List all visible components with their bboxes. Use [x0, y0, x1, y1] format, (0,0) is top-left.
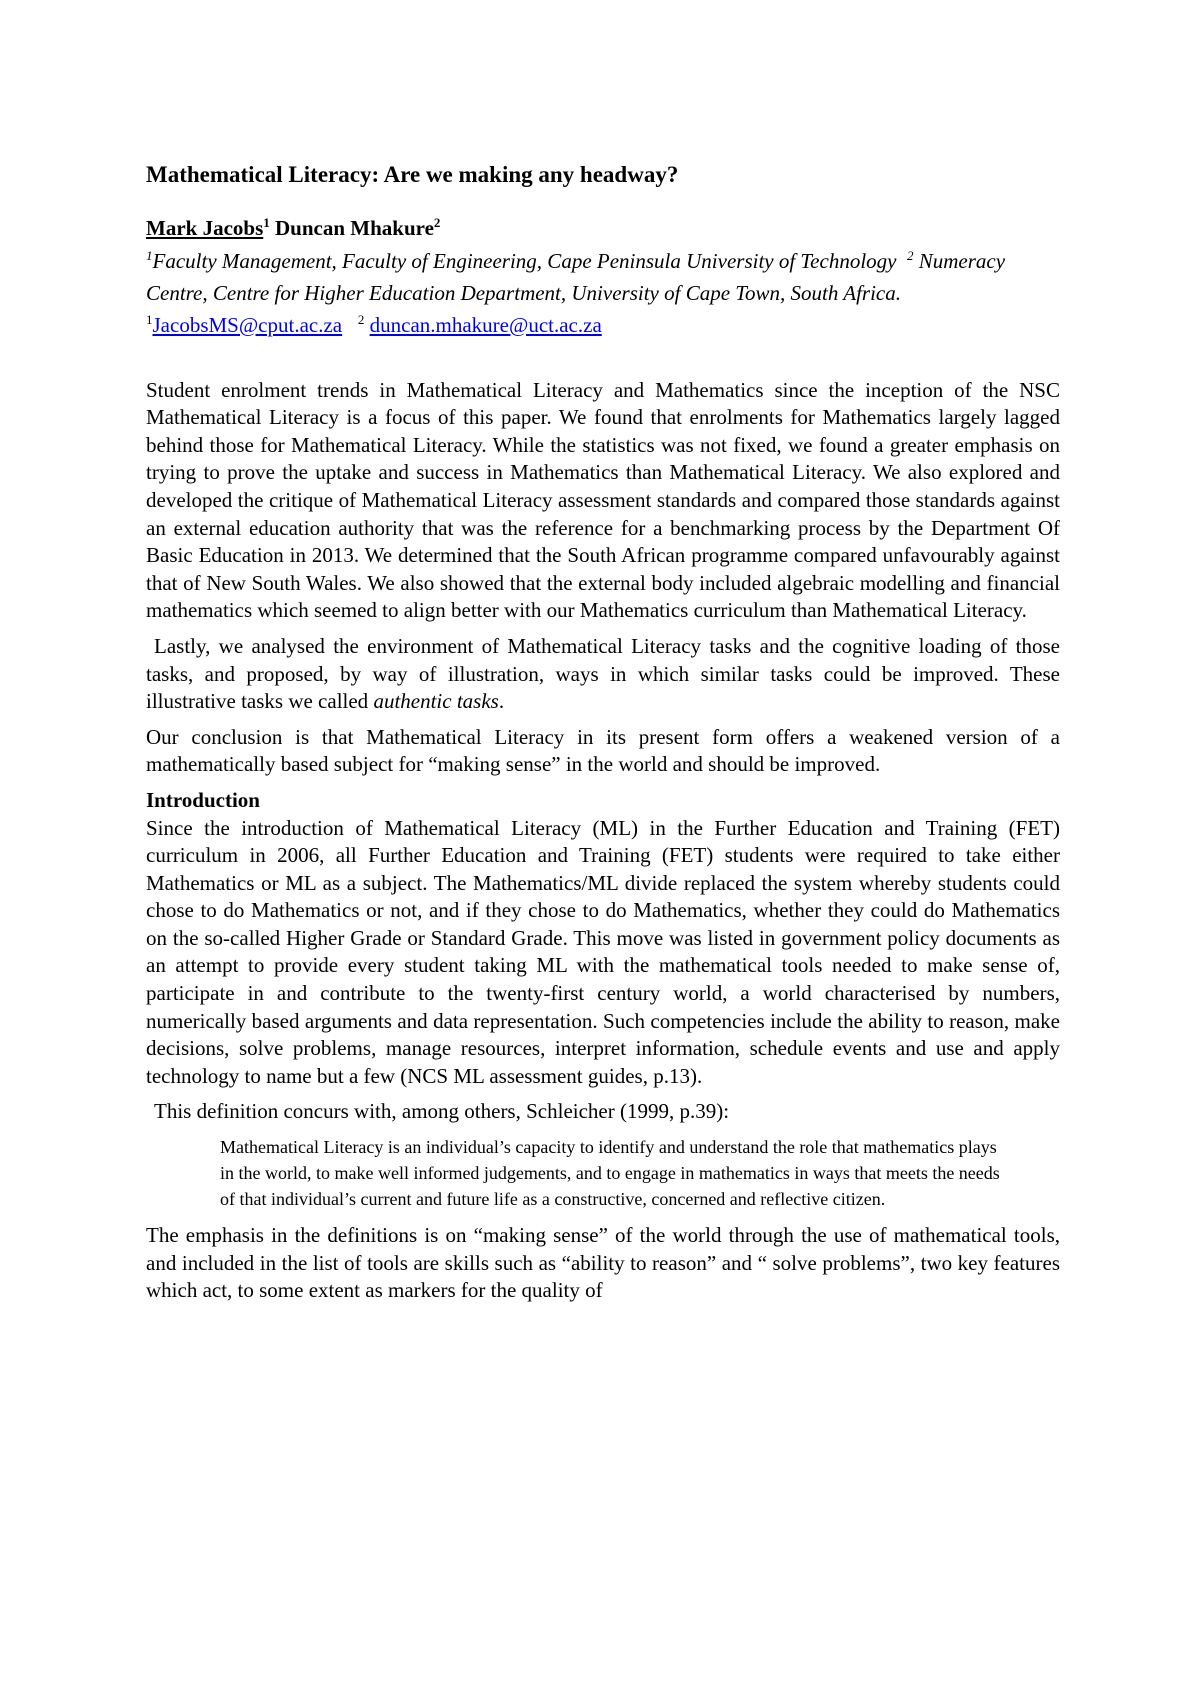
affiliation-1: Faculty Management, Faculty of Engineering, Cape Peninsula University of Technology	[152, 248, 897, 273]
email-superscript: 2	[357, 311, 365, 327]
abstract-paragraph-1: Student enrolment trends in Mathematical Literacy and Mathematics since the inception of the NSC Mathematical Literacy is a focus of this paper. We found that enrolments for Mathematics largely lagged behind those for Mathematical Literacy. While the statistics was not fixed, we found a greater emphasis on trying to prove the uptake and success in Mathematics than Mathematical Literacy. We also explored and developed the critique of Mathematical Literacy assessment standards and compared those standards against an external education authority that was the reference for a benchmarking process by the Department Of Basic Education in 2013. We determined that the South African programme compared unfavourably against that of New South Wales. We also showed that the external body included algebraic modelling and financial mathematics which seemed to align better with our Mathematics curriculum than Mathematical Literacy.	[146, 377, 1060, 623]
affiliation-2: Numeracy Centre, Centre for Higher Education Department, University of Cape Town, South Africa.	[146, 248, 1006, 305]
author-name: Mark Jacobs	[146, 216, 264, 240]
abstract-p2-end: .	[498, 689, 505, 714]
abstract-paragraph-2	[146, 633, 1060, 716]
intro-paragraph-2: This definition concurs with, among others, Schleicher (1999, p.39):	[154, 1099, 730, 1124]
email-link-1[interactable]: JacobsMS@cput.ac.za	[152, 312, 343, 337]
email-line	[146, 309, 1060, 341]
section-heading: Introduction	[146, 787, 260, 812]
abstract-paragraph-3: Our conclusion is that Mathematical Literacy in its present form offers a weakened version of a mathematically based subject for “making sense” in the world and should be improved.	[146, 724, 1060, 777]
abstract-p2-text: Lastly, we analysed the environment of Mathematical Literacy tasks and the cognitive loading of those tasks, and proposed, by way of illustration, ways in which similar tasks could be improved. These illustrative tasks we called	[146, 633, 1060, 714]
block-quote: Mathematical Literacy is an individual’s capacity to identify and understand the role that mathematics plays in the world, to make well informed judgements, and to engage in mathematics in ways that meets the needs of that individual’s current and future life as a constructive, concerned and reflective citizen.	[220, 1137, 1000, 1210]
email-link-2[interactable]: duncan.mhakure@uct.ac.za	[369, 312, 602, 337]
paper-page	[146, 160, 1060, 1305]
abstract-p2-italic: authentic tasks	[373, 689, 499, 714]
author-name: Duncan Mhakure	[275, 216, 434, 240]
author-superscript: 1	[263, 215, 270, 230]
affiliation-superscript: 1	[146, 247, 153, 263]
author-line	[146, 215, 1060, 243]
intro-paragraph-1: Since the introduction of Mathematical Literacy (ML) in the Further Education and Training (FET) curriculum in 2006, all Further Education and Training (FET) students were required to take either Mathematics or ML as a subject. The Mathematics/ML divide replaced the system whereby students could chose to do Mathematics or not, and if they chose to do Mathematics, whether they could do Mathematics on the so-called Higher Grade or Standard Grade. This move was listed in government policy documents as an attempt to provide every student taking ML with the mathematical tools needed to make sense of, participate in and contribute to the twenty-first century world, a world characterised by numbers, numerically based arguments and data representation. Such competencies include the ability to reason, make decisions, solve problems, manage resources, interpret information, schedule events and use and apply technology to name but a few (NCS ML assessment guides, p.13).	[146, 815, 1060, 1088]
affiliation-superscript: 2	[906, 247, 914, 263]
author-superscript: 2	[433, 215, 441, 230]
paper-title: Mathematical Literacy: Are we making any headway?	[146, 162, 679, 187]
email-superscript: 1	[146, 311, 153, 327]
affiliations	[146, 245, 1060, 309]
intro-paragraph-3: The emphasis in the definitions is on “making sense” of the world through the use of mathematical tools, and included in the list of tools are skills such as “ability to reason” and “ solve problems”, two key features which act, to some extent as markers for the quality of	[146, 1223, 1060, 1303]
